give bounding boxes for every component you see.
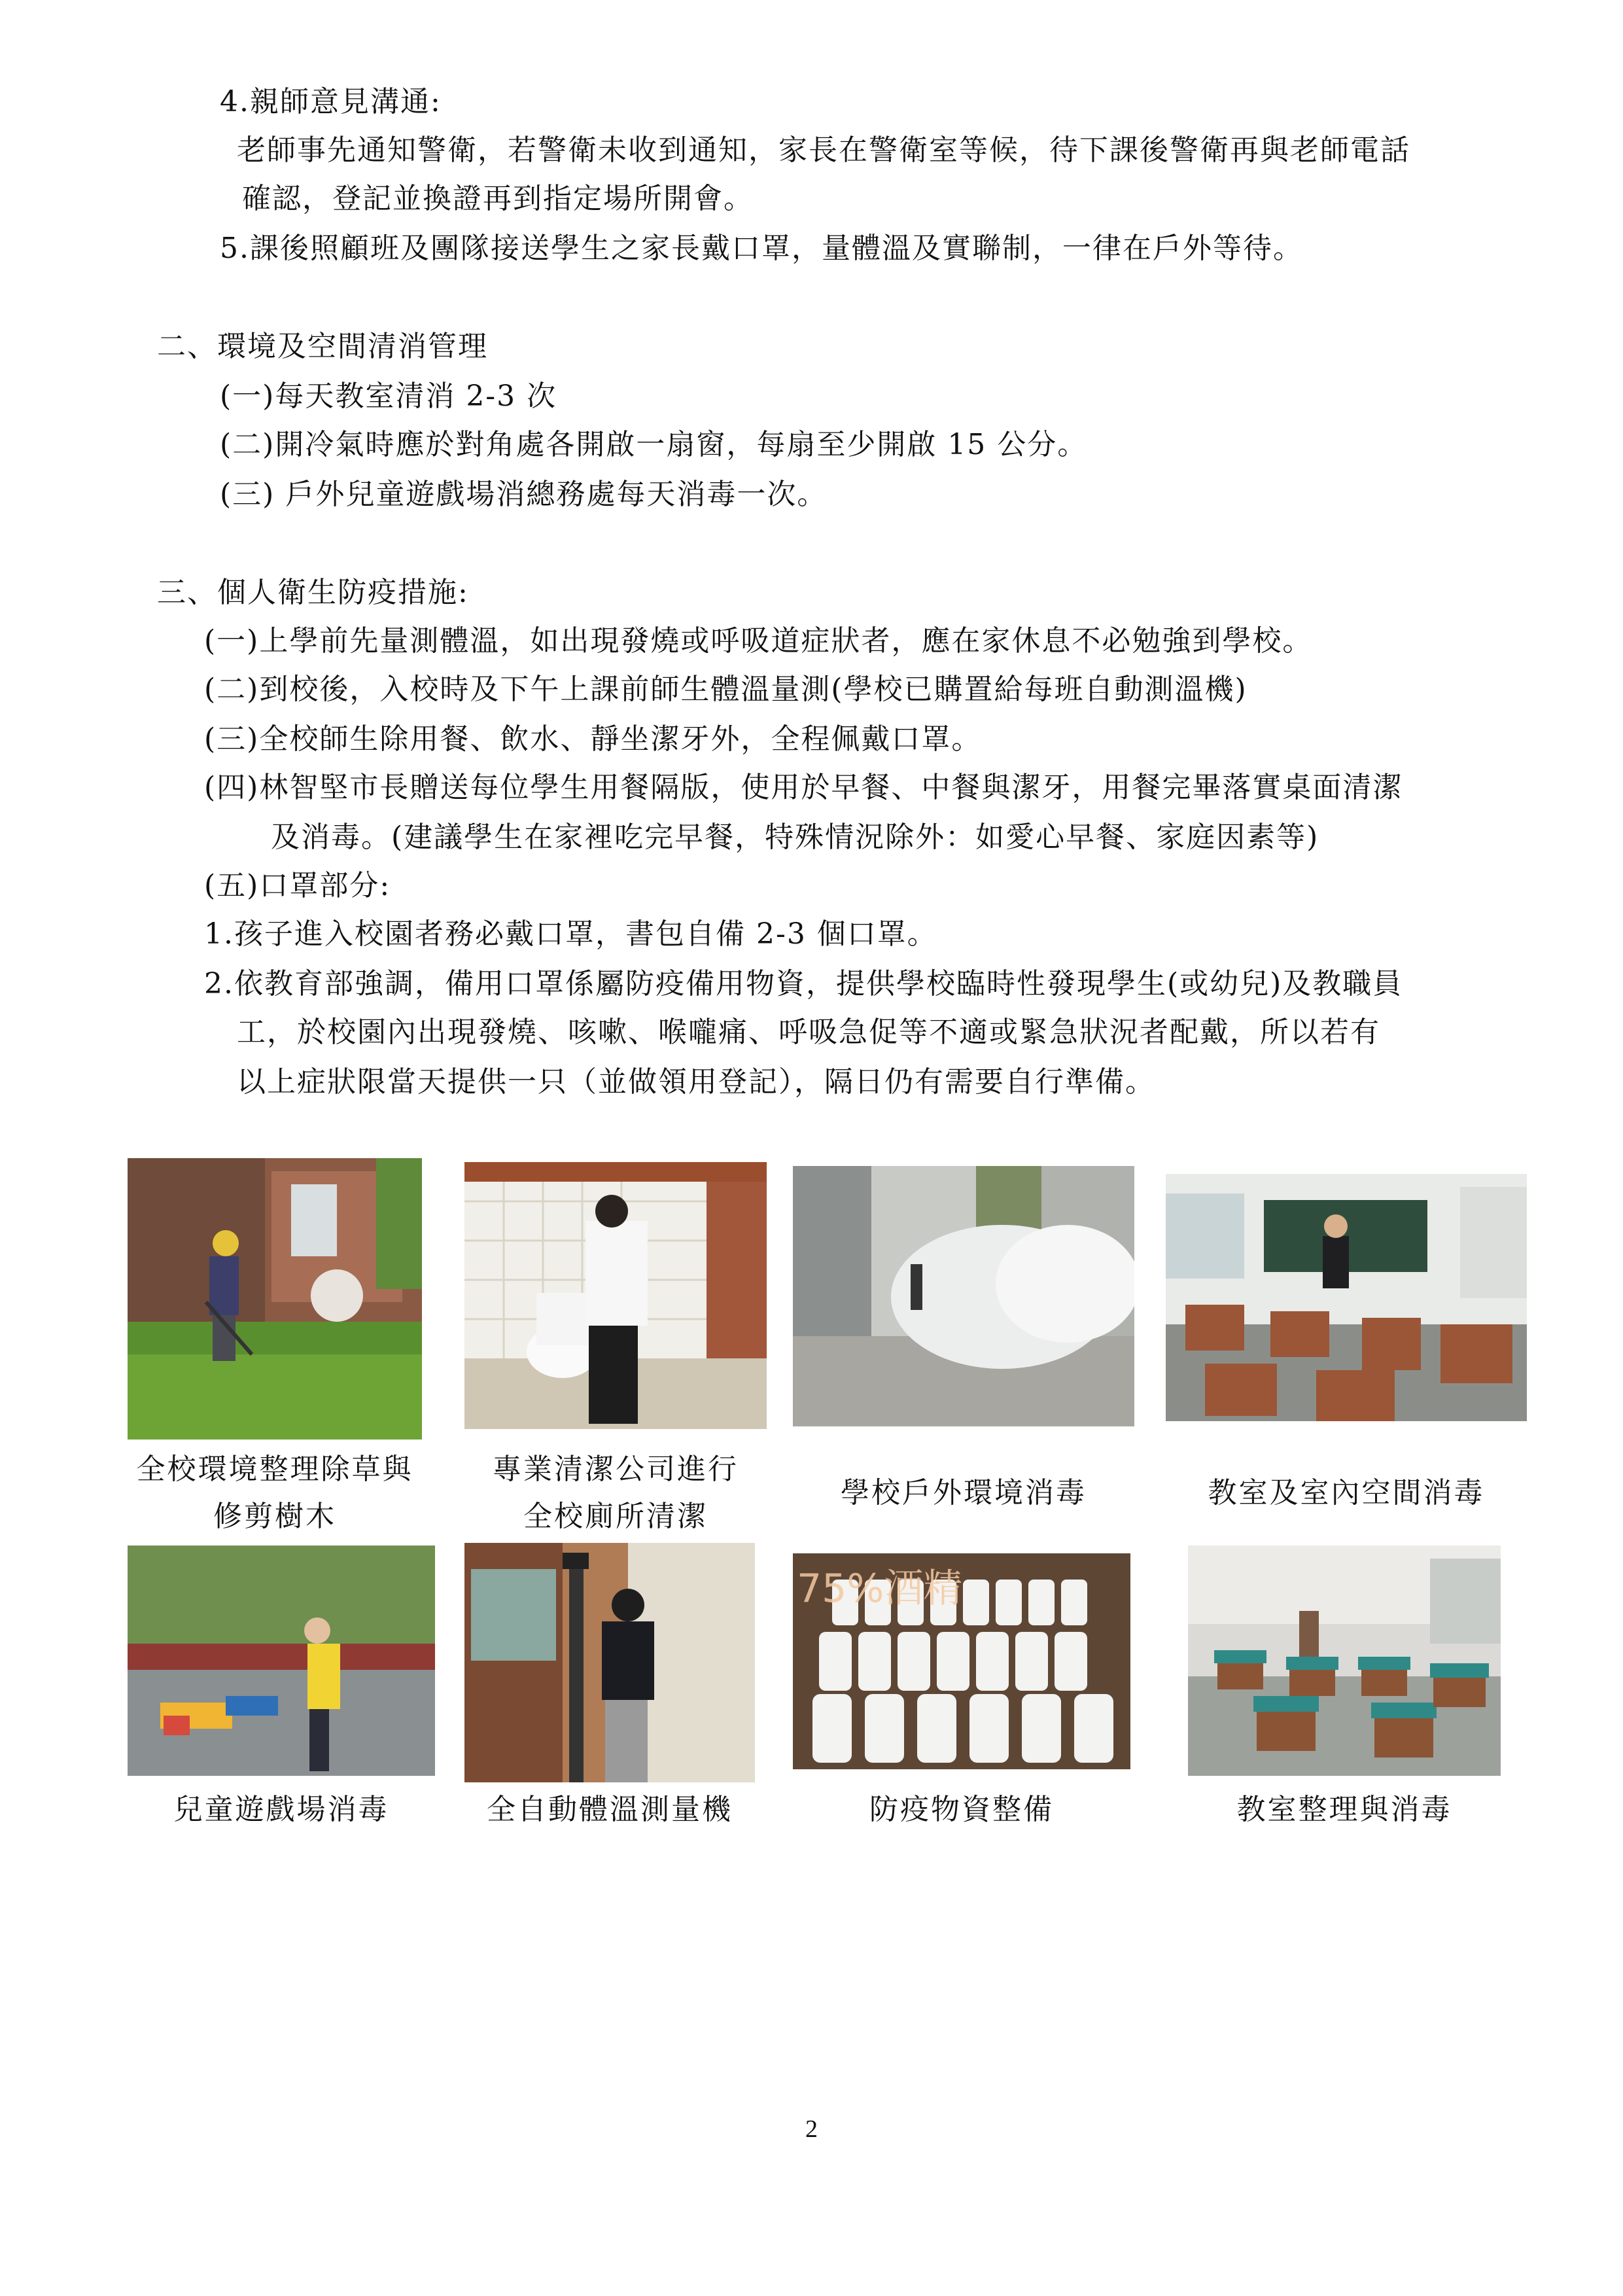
section-2-item-3: (三) 戶外兒童遊戲場消總務處每天消毒一次。	[220, 478, 828, 511]
page-number: 2	[805, 2115, 818, 2143]
section-3-item-1: (一)上學前先量測體溫，如出現發燒或呼吸道症狀者，應在家休息不必勉強到學校。	[204, 624, 1313, 658]
photo-supplies	[793, 1553, 1130, 1769]
section-3-item-5: (五)口罩部分:	[204, 869, 391, 902]
caption-outdoor-fogging	[793, 1470, 1134, 1517]
caption-classroom-disinfection	[1166, 1470, 1527, 1517]
section-2-heading: 二、環境及空間清消管理	[157, 330, 488, 363]
caption-thermometer	[464, 1786, 755, 1833]
item-4-text-line2: 確認，登記並換證再到指定場所開會。	[242, 182, 754, 215]
section-3-heading: 三、個人衛生防疫措施:	[157, 576, 469, 609]
caption-weeding	[128, 1446, 422, 1540]
item-4-heading: 4.親師意見溝通:	[220, 85, 442, 118]
photo-classroom-cleaning	[1188, 1545, 1501, 1776]
photo-thermometer	[464, 1543, 755, 1782]
caption-toilet-cleaning	[464, 1446, 767, 1540]
photo-playground-disinfection	[128, 1545, 435, 1776]
mask-item-2: 2.依教育部強調，備用口罩係屬防疫備用物資，提供學校臨時性發現學生(或幼兒)及教職員	[204, 967, 1403, 1000]
caption-classroom-cleaning-line1: 教室整理與消毒	[1236, 1793, 1452, 1826]
photo-weeding	[128, 1158, 422, 1439]
section-3-item-4: (四)林智堅市長贈送每位學生用餐隔版，使用於早餐、中餐與潔牙，用餐完畢落實桌面清潔	[204, 771, 1403, 804]
caption-outdoor-line1: 學校戶外環境消毒	[841, 1476, 1087, 1510]
caption-toilet-line2: 全校廁所清潔	[523, 1500, 708, 1533]
item-4-text-line1: 老師事先通知警衛，若警衛未收到通知，家長在警衛室等候，待下課後警衛再與老師電話	[237, 133, 1410, 167]
caption-supplies-line1: 防疫物資整備	[869, 1793, 1054, 1826]
photo-outdoor-fogging	[793, 1166, 1134, 1426]
caption-playground-line1: 兒童遊戲場消毒	[173, 1793, 389, 1826]
section-2-item-2: (二)開冷氣時應於對角處各開啟一扇窗，每扇至少開啟 15 公分。	[220, 428, 1088, 461]
caption-toilet-line1: 專業清潔公司進行	[493, 1453, 739, 1486]
supplies-overlay-text: 75%酒精	[797, 1566, 963, 1612]
mask-item-1: 1.孩子進入校園者務必戴口罩，書包自備 2-3 個口罩。	[204, 917, 937, 951]
caption-classroom-cleaning	[1188, 1786, 1501, 1833]
caption-thermometer-line1: 全自動體溫測量機	[487, 1793, 733, 1826]
section-3-item-4-cont: 及消毒。(建議學生在家裡吃完早餐，特殊情況除外：如愛心早餐、家庭因素等)	[271, 821, 1319, 854]
caption-weeding-line2: 修剪樹木	[213, 1500, 336, 1533]
section-3-item-3: (三)全校師生除用餐、飲水、靜坐潔牙外，全程佩戴口罩。	[204, 722, 982, 756]
caption-playground	[128, 1786, 435, 1833]
photo-toilet-cleaning	[464, 1162, 767, 1429]
photo-classroom-disinfection	[1166, 1174, 1527, 1421]
caption-supplies	[793, 1786, 1130, 1833]
caption-weeding-line1: 全校環境整理除草與	[136, 1453, 413, 1486]
mask-item-2-cont2: 以上症狀限當天提供一只（並做領用登記），隔日仍有需要自行準備。	[237, 1065, 1155, 1099]
section-2-item-1: (一)每天教室清消 2-3 次	[220, 380, 557, 413]
mask-item-2-cont1: 工，於校園內出現發燒、咳嗽、喉嚨痛、呼吸急促等不適或緊急狀況者配戴，所以若有	[237, 1016, 1380, 1049]
section-3-item-2: (二)到校後，入校時及下午上課前師生體溫量測(學校已購置給每班自動測溫機)	[204, 673, 1248, 706]
item-5-text: 5.課後照顧班及團隊接送學生之家長戴口罩，量體溫及實聯制，一律在戶外等待。	[220, 232, 1303, 265]
caption-classroom-line1: 教室及室內空間消毒	[1208, 1476, 1485, 1510]
